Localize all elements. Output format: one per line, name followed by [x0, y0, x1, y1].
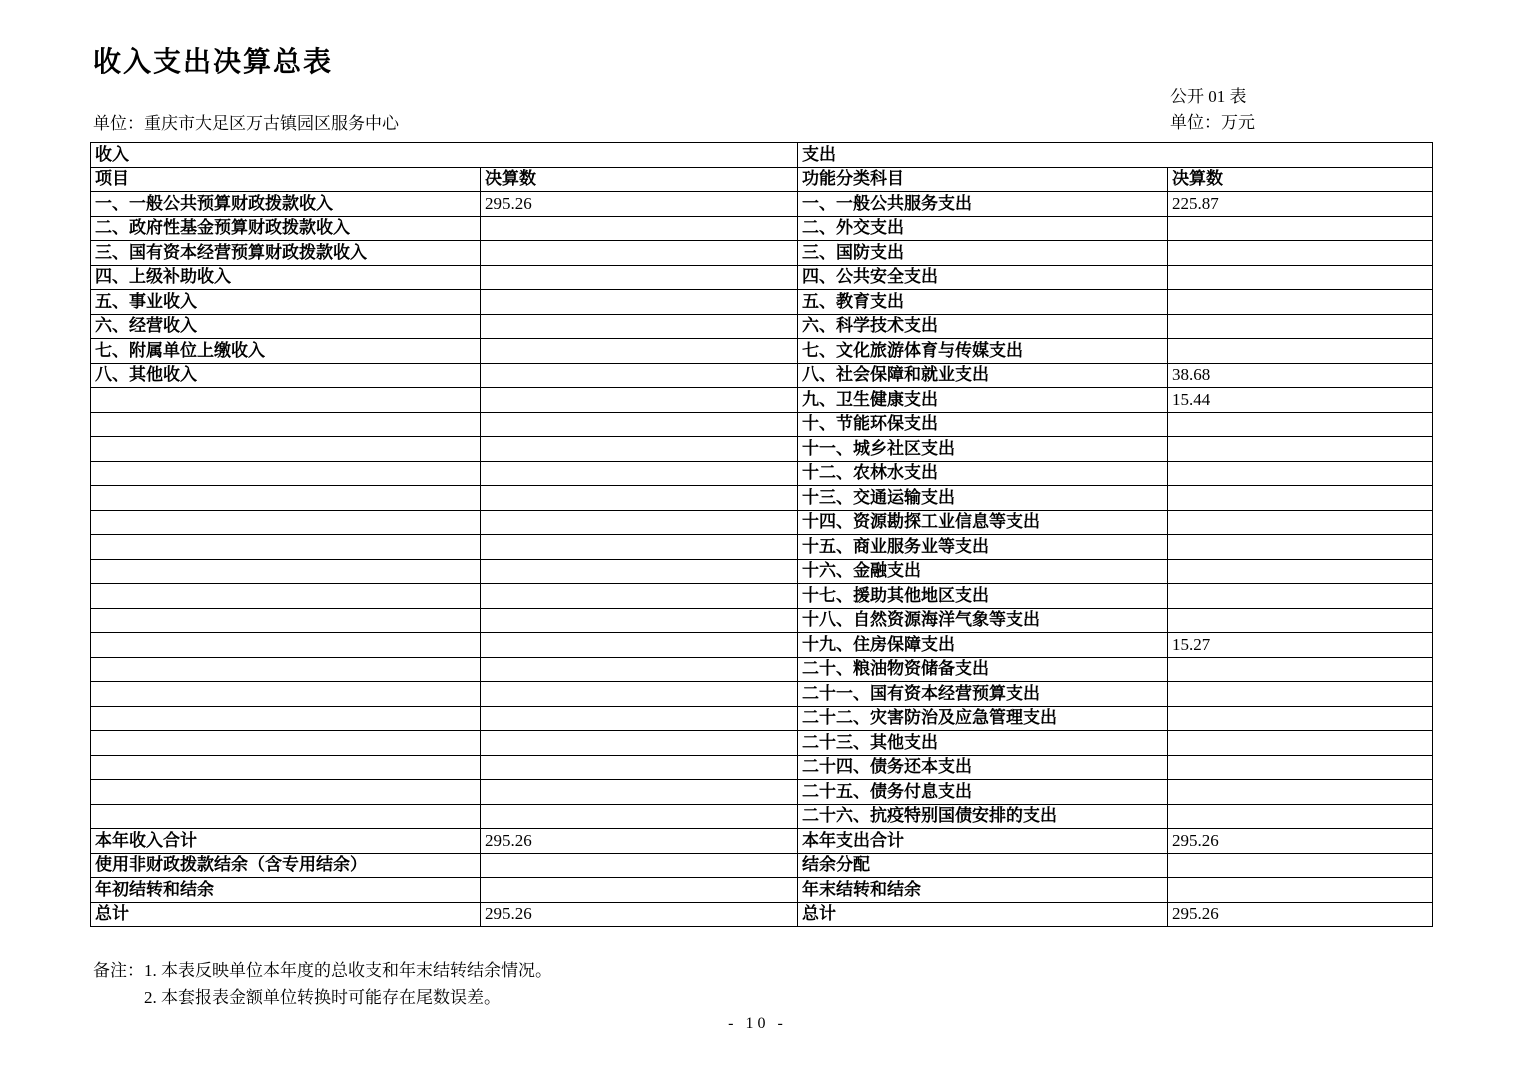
table-row: [91, 241, 1433, 266]
table-row: [91, 829, 1433, 854]
income-value-cell: [481, 265, 798, 290]
expense-item-header: 功能分类科目: [798, 167, 1168, 192]
income-value-cell: 295.26: [481, 192, 798, 217]
expense-section-header: 支出: [798, 143, 1433, 168]
expense-item-cell: 十一、城乡社区支出: [798, 437, 1168, 462]
income-value-cell: [481, 388, 798, 413]
expense-value-cell: [1168, 339, 1433, 364]
expense-item-cell: 十四、资源勘探工业信息等支出: [798, 510, 1168, 535]
income-section-header: 收入: [91, 143, 798, 168]
income-value-cell: [481, 633, 798, 658]
expense-value-cell: [1168, 853, 1433, 878]
expense-value-cell: 295.26: [1168, 829, 1433, 854]
page-number: - 10 -: [728, 1015, 787, 1032]
expense-item-cell: 二、外交支出: [798, 216, 1168, 241]
expense-item-cell: 五、教育支出: [798, 290, 1168, 315]
table-row: [91, 486, 1433, 511]
expense-value-cell: [1168, 314, 1433, 339]
footnote-lines: [144, 957, 1432, 1011]
table-row: [91, 780, 1433, 805]
table-row: [91, 755, 1433, 780]
income-item-cell: [91, 633, 481, 658]
expense-value-cell: [1168, 559, 1433, 584]
income-item-cell: 六、经营收入: [91, 314, 481, 339]
expense-item-cell: 本年支出合计: [798, 829, 1168, 854]
expense-item-cell: 结余分配: [798, 853, 1168, 878]
expense-value-cell: [1168, 265, 1433, 290]
expense-value-cell: [1168, 584, 1433, 609]
expense-item-cell: 九、卫生健康支出: [798, 388, 1168, 413]
income-item-cell: 年初结转和结余: [91, 878, 481, 903]
expense-value-cell: 225.87: [1168, 192, 1433, 217]
table-row: [91, 192, 1433, 217]
table-row: [91, 535, 1433, 560]
income-value-cell: [481, 363, 798, 388]
expense-value-cell: [1168, 437, 1433, 462]
expense-item-cell: 十、节能环保支出: [798, 412, 1168, 437]
income-value-cell: [481, 535, 798, 560]
income-item-cell: [91, 412, 481, 437]
expense-item-cell: 二十五、债务付息支出: [798, 780, 1168, 805]
footnote-label: 备注：: [93, 961, 144, 980]
income-item-cell: [91, 608, 481, 633]
income-value-cell: [481, 437, 798, 462]
income-value-cell: [481, 559, 798, 584]
meta-right-block: [1170, 84, 1432, 136]
expense-value-header: 决算数: [1168, 167, 1433, 192]
table-row: [91, 437, 1433, 462]
expense-value-cell: [1168, 755, 1433, 780]
expense-value-cell: [1168, 290, 1433, 315]
table-row: [91, 216, 1433, 241]
income-value-cell: [481, 241, 798, 266]
income-item-cell: [91, 559, 481, 584]
expense-value-cell: [1168, 486, 1433, 511]
table-row: [91, 706, 1433, 731]
income-item-cell: 使用非财政拨款结余（含专用结余）: [91, 853, 481, 878]
income-item-cell: 一、一般公共预算财政拨款收入: [91, 192, 481, 217]
expense-item-cell: 十九、住房保障支出: [798, 633, 1168, 658]
income-value-cell: [481, 657, 798, 682]
expense-value-cell: [1168, 412, 1433, 437]
income-item-cell: [91, 657, 481, 682]
table-row: [91, 461, 1433, 486]
income-value-header: 决算数: [481, 167, 798, 192]
income-item-cell: [91, 584, 481, 609]
expense-item-cell: 年末结转和结余: [798, 878, 1168, 903]
income-value-cell: [481, 412, 798, 437]
income-item-cell: 八、其他收入: [91, 363, 481, 388]
page-title: 收入支出决算总表: [93, 47, 334, 78]
income-value-cell: [481, 339, 798, 364]
income-item-cell: 三、国有资本经营预算财政拨款收入: [91, 241, 481, 266]
expense-value-cell: [1168, 731, 1433, 756]
income-value-cell: [481, 608, 798, 633]
table-row: [91, 265, 1433, 290]
table-row: [91, 510, 1433, 535]
income-value-cell: [481, 755, 798, 780]
income-value-cell: [481, 878, 798, 903]
income-value-cell: [481, 706, 798, 731]
income-value-cell: [481, 804, 798, 829]
expense-item-cell: 二十四、债务还本支出: [798, 755, 1168, 780]
expense-value-cell: [1168, 241, 1433, 266]
expense-value-cell: [1168, 216, 1433, 241]
expense-item-cell: 二十六、抗疫特别国债安排的支出: [798, 804, 1168, 829]
expense-value-cell: 15.27: [1168, 633, 1433, 658]
income-item-cell: [91, 461, 481, 486]
income-value-cell: [481, 510, 798, 535]
expense-value-cell: [1168, 510, 1433, 535]
expense-item-cell: 十七、援助其他地区支出: [798, 584, 1168, 609]
expense-item-cell: 二十、粮油物资储备支出: [798, 657, 1168, 682]
table-row: [91, 290, 1433, 315]
expense-item-cell: 十六、金融支出: [798, 559, 1168, 584]
income-item-cell: 总计: [91, 902, 481, 927]
table-row: [91, 608, 1433, 633]
expense-value-cell: [1168, 461, 1433, 486]
expense-value-cell: [1168, 535, 1433, 560]
income-item-cell: 四、上级补助收入: [91, 265, 481, 290]
income-value-cell: [481, 731, 798, 756]
income-item-cell: [91, 731, 481, 756]
expense-item-cell: 三、国防支出: [798, 241, 1168, 266]
table-row: [91, 657, 1433, 682]
income-value-cell: [481, 216, 798, 241]
section-header-row: [91, 143, 1433, 168]
income-item-header: 项目: [91, 167, 481, 192]
income-item-cell: [91, 682, 481, 707]
table-row: [91, 388, 1433, 413]
income-item-cell: [91, 706, 481, 731]
income-item-cell: [91, 510, 481, 535]
expense-value-cell: [1168, 780, 1433, 805]
income-item-cell: [91, 388, 481, 413]
income-value-cell: [481, 853, 798, 878]
table-row: [91, 559, 1433, 584]
income-item-cell: [91, 780, 481, 805]
footnote-line-2: 2. 本套报表金额单位转换时可能存在尾数误差。: [144, 988, 501, 1007]
income-value-cell: 295.26: [481, 829, 798, 854]
expense-item-cell: 十八、自然资源海洋气象等支出: [798, 608, 1168, 633]
table-row: [91, 902, 1433, 927]
expense-value-cell: 295.26: [1168, 902, 1433, 927]
table-row: [91, 584, 1433, 609]
expense-value-cell: [1168, 657, 1433, 682]
expense-value-cell: [1168, 682, 1433, 707]
expense-value-cell: 38.68: [1168, 363, 1433, 388]
expense-item-cell: 十三、交通运输支出: [798, 486, 1168, 511]
table-row: [91, 339, 1433, 364]
table-row: [91, 804, 1433, 829]
income-value-cell: [481, 682, 798, 707]
expense-value-cell: [1168, 706, 1433, 731]
footnote-line-1: 1. 本表反映单位本年度的总收支和年末结转结余情况。: [144, 961, 552, 980]
document-content: [90, 0, 1432, 1011]
income-item-cell: [91, 437, 481, 462]
income-item-cell: 二、政府性基金预算财政拨款收入: [91, 216, 481, 241]
expense-value-cell: [1168, 804, 1433, 829]
table-row: [91, 633, 1433, 658]
unit-of-measure: 单位：万元: [1170, 113, 1255, 132]
table-row: [91, 731, 1433, 756]
income-value-cell: [481, 486, 798, 511]
expense-value-cell: 15.44: [1168, 388, 1433, 413]
meta-row: [90, 84, 1432, 136]
income-item-cell: 本年收入合计: [91, 829, 481, 854]
table-row: [91, 363, 1433, 388]
income-value-cell: [481, 780, 798, 805]
form-code: 公开 01 表: [1170, 87, 1247, 106]
expense-item-cell: 七、文化旅游体育与传媒支出: [798, 339, 1168, 364]
income-item-cell: [91, 535, 481, 560]
income-item-cell: [91, 804, 481, 829]
expense-item-cell: 一、一般公共服务支出: [798, 192, 1168, 217]
income-value-cell: 295.26: [481, 902, 798, 927]
income-value-cell: [481, 584, 798, 609]
table-row: [91, 412, 1433, 437]
expense-value-cell: [1168, 878, 1433, 903]
expense-item-cell: 十二、农林水支出: [798, 461, 1168, 486]
expense-item-cell: 六、科学技术支出: [798, 314, 1168, 339]
income-item-cell: [91, 486, 481, 511]
table-row: [91, 314, 1433, 339]
income-item-cell: 五、事业收入: [91, 290, 481, 315]
income-value-cell: [481, 314, 798, 339]
expense-item-cell: 总计: [798, 902, 1168, 927]
expense-item-cell: 四、公共安全支出: [798, 265, 1168, 290]
footnotes: [93, 957, 1432, 1011]
expense-item-cell: 八、社会保障和就业支出: [798, 363, 1168, 388]
column-header-row: [91, 167, 1433, 192]
income-value-cell: [481, 290, 798, 315]
unit-name: 单位：重庆市大足区万古镇园区服务中心: [93, 114, 399, 133]
income-item-cell: [91, 755, 481, 780]
income-item-cell: 七、附属单位上缴收入: [91, 339, 481, 364]
table-row: [91, 878, 1433, 903]
expense-value-cell: [1168, 608, 1433, 633]
table-row: [91, 853, 1433, 878]
budget-summary-table: [90, 142, 1433, 927]
expense-item-cell: 二十一、国有资本经营预算支出: [798, 682, 1168, 707]
expense-item-cell: 二十二、灾害防治及应急管理支出: [798, 706, 1168, 731]
table-row: [91, 682, 1433, 707]
expense-item-cell: 十五、商业服务业等支出: [798, 535, 1168, 560]
expense-item-cell: 二十三、其他支出: [798, 731, 1168, 756]
income-value-cell: [481, 461, 798, 486]
